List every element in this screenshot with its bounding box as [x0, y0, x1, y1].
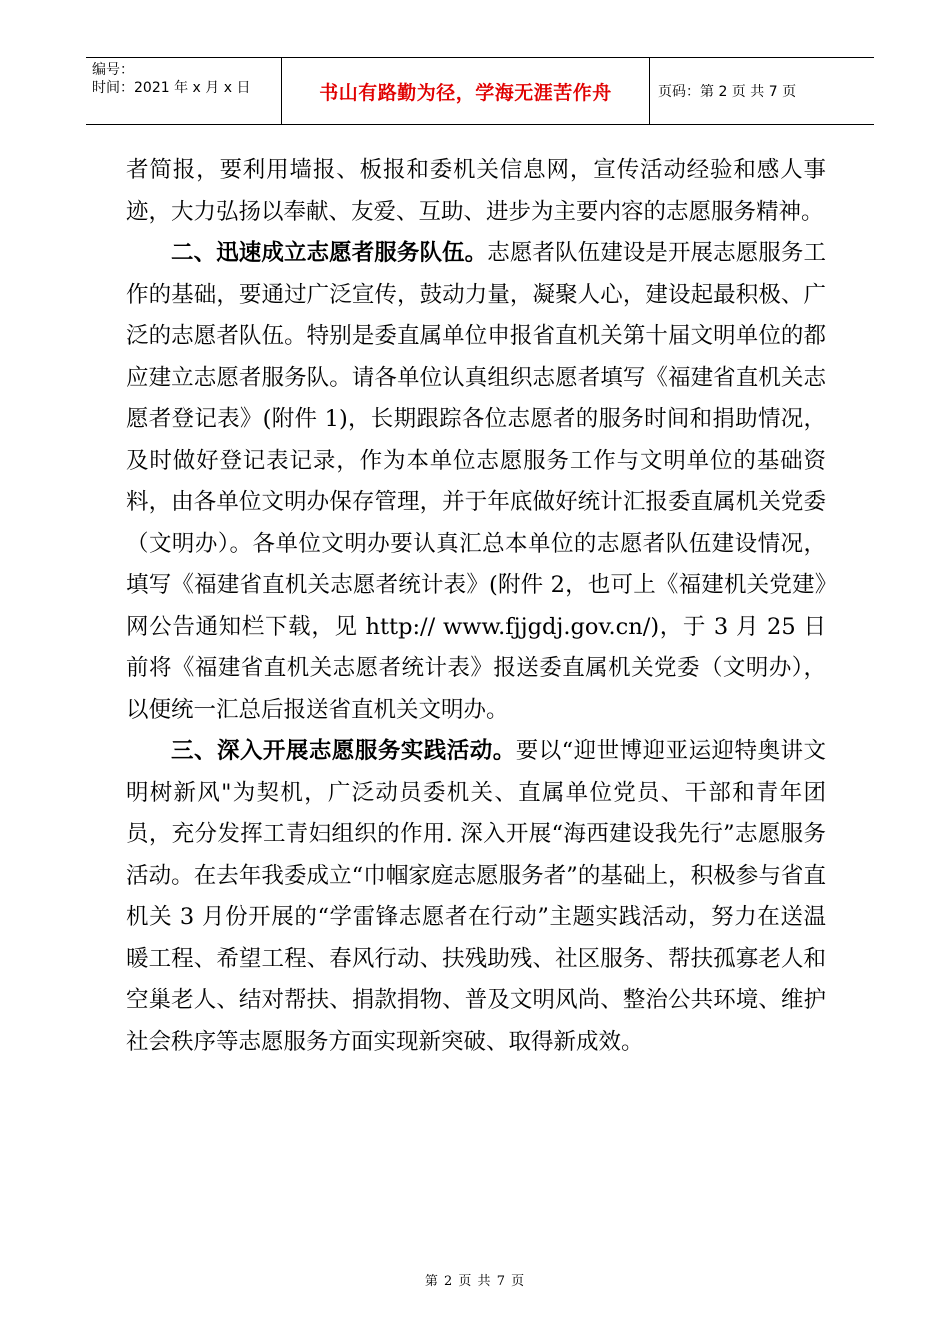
- page-footer: 第 2 页 共 7 页: [424, 1274, 526, 1289]
- paragraph-section-three: [126, 731, 826, 1063]
- page-header: [86, 57, 874, 125]
- header-meta-cell: [86, 58, 282, 124]
- document-body: [126, 150, 826, 1063]
- header-number-label: 编号：: [92, 62, 134, 78]
- paragraph-continuation: [126, 150, 826, 233]
- paragraph-section-two: [126, 233, 826, 731]
- section-heading: 三、深入开展志愿服务实践活动。: [171, 738, 516, 764]
- paragraph-text: 要以“迎世博迎亚运迎特奥讲文明树新风"为契机，广泛动员委机关、直属单位党员、干部和青年团员，充分发挥工青妇组织的作用. 深入开展“海西建设我先行”志愿服务活动。在去年我委成立“巾帼家庭志愿服务者”的基础上，积极参与省直机关 3 月份开展的“学雷锋志愿者在行动”主题实践活动，努力在送温暖工程、希望工程、春风行动、扶残助残、社区服务、帮扶孤寡老人和空巢老人、结对帮扶、捐款捐物、普及文明风尚、整治公共环境、维护社会秩序等志愿服务方面实现新突破、取得新成效。: [126, 738, 826, 1055]
- section-heading: 二、迅速成立志愿者服务队伍。: [171, 240, 488, 266]
- paragraph-text: 者简报，要利用墙报、板报和委机关信息网，宣传活动经验和感人事迹，大力弘扬以奉献、友爱、互助、进步为主要内容的志愿服务精神。: [126, 157, 826, 225]
- header-page-info: 页码：第 2 页 共 7 页: [658, 84, 797, 100]
- header-motto: 书山有路勤为径，学海无涯苦作舟: [282, 58, 650, 124]
- header-time-label: 时间：2021 年 x 月 x 日: [92, 80, 251, 96]
- paragraph-text: 志愿者队伍建设是开展志愿服务工作的基础，要通过广泛宣传，鼓动力量，凝聚人心，建设起最积极、广泛的志愿者队伍。特别是委直属单位申报省直机关第十届文明单位的都应建立志愿者服务队。请各单位认真组织志愿者填写《福建省直机关志愿者登记表》(附件 1)，长期跟踪各位志愿者的服务时间和捐助情况，及时做好登记表记录，作为本单位志愿服务工作与文明单位的基础资料，由各单位文明办保存管理，并于年底做好统计汇报委直属机关党委（文明办）。各单位文明办要认真汇总本单位的志愿者队伍建设情况，填写《福建省直机关志愿者统计表》(附件 2，也可上《福建机关党建》网公告通知栏下载，见 http:// www.fjjgdj.gov.cn/)，于 3 月 25 日前将《福建省直机关志愿者统计表》报送委直属机关党委（文明办），以便统一汇总后报送省直机关文明办。: [126, 240, 826, 723]
